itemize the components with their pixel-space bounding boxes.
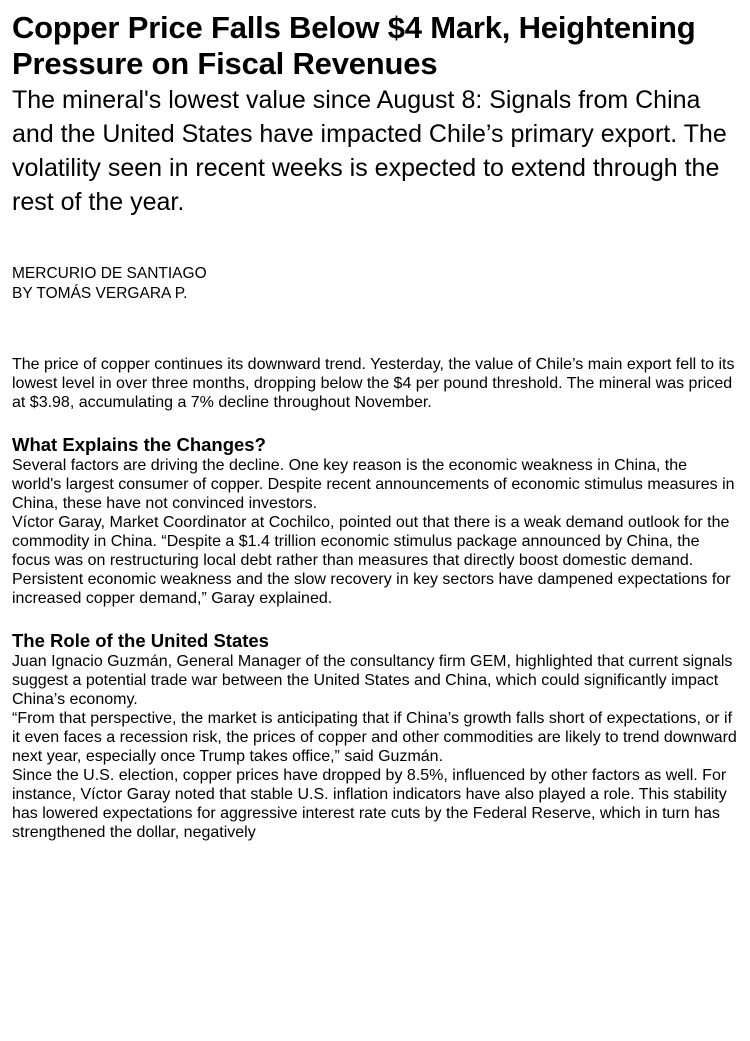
body-paragraph: “From that perspective, the market is anticipating that if China’s growth falls short of expectations, or if it even faces a recession risk, the prices of copper and other commodities are likely to trend downward next year, especially once Trump takes office,” said Guzmán. [12, 710, 737, 765]
section-role-us [12, 630, 740, 842]
article [12, 10, 740, 842]
body-paragraph: Víctor Garay, Market Coordinator at Cochilco, pointed out that there is a weak demand outlook for the commodity in China. “Despite a $1.4 trillion economic stimulus package announced by China, the focus was on restructuring local debt rather than measures that directly boost domestic demand. Persistent economic weakness and the slow recovery in key sectors have dampened expectations for increased copper demand,” Garay explained. [12, 514, 731, 607]
body-paragraph: Juan Ignacio Guzmán, General Manager of the consultancy firm GEM, highlighted that current signals suggest a potential trade war between the United States and China, which could significantly impact China’s economy. [12, 653, 733, 708]
section-heading: What Explains the Changes? [12, 434, 266, 455]
section-what-explains [12, 434, 740, 608]
lead-paragraph: The price of copper continues its downward trend. Yesterday, the value of Chile’s main export fell to its lowest level in over three months, dropping below the $4 per pound threshold. The mineral was priced at $3.98, accumulating a 7% decline throughout November. [12, 356, 735, 411]
author-name: BY TOMÁS VERGARA P. [12, 285, 188, 302]
publication-name: MERCURIO DE SANTIAGO [12, 265, 207, 282]
article-subheadline: The mineral's lowest value since August 8: Signals from China and the United States have impacted Chile’s primary export. The volatility seen in recent weeks is expected to extend through the rest of the year. [12, 86, 727, 216]
article-headline: Copper Price Falls Below $4 Mark, Heightening Pressure on Fiscal Revenues [12, 10, 696, 81]
byline [12, 264, 740, 304]
body-paragraph: Several factors are driving the decline. One key reason is the economic weakness in China, the world's largest consumer of copper. Despite recent announcements of economic stimulus measures in China, these have not convinced investors. [12, 457, 735, 512]
body-paragraph: Since the U.S. election, copper prices have dropped by 8.5%, influenced by other factors as well. For instance, Víctor Garay noted that stable U.S. inflation indicators have also played a role. This stability has lowered expectations for aggressive interest rate cuts by the Federal Reserve, which in turn has strengthened the dollar, negatively [12, 767, 727, 841]
section-heading: The Role of the United States [12, 630, 269, 651]
